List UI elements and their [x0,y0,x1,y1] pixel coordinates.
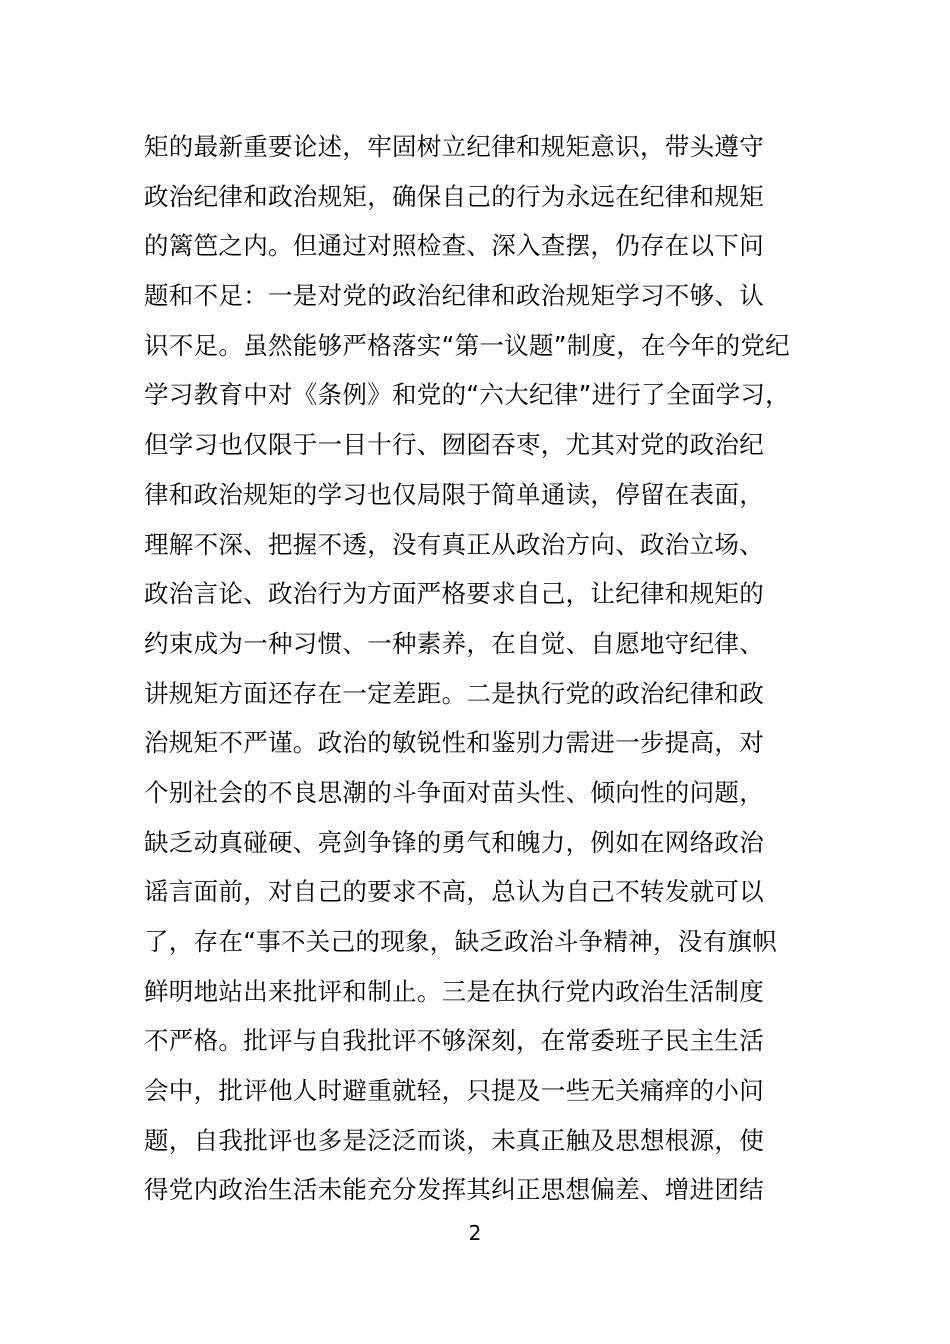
text-line: 谣言面前，对自己的要求不高，总认为自己不转发就可以 [144,877,764,907]
body-text [144,122,824,1215]
text-line: 治规矩不严谨。政治的敏锐性和鉴别力需进一步提高，对 [144,728,764,758]
text-line: 识不足。虽然能够严格落实“第一议题”制度，在今年的党纪 [144,330,790,360]
text-line: 题和不足：一是对党的政治纪律和政治规矩学习不够、认 [144,281,764,311]
text-line: 律和政治规矩的学习也仅局限于简单通读，停留在表面， [144,479,764,509]
text-line: 矩的最新重要论述，牢固树立纪律和规矩意识，带头遵守 [144,132,764,161]
text-line: 的篱笆之内。但通过对照检查、深入查摆，仍存在以下问 [144,231,764,261]
text-line: 会中，批评他人时避重就轻，只提及一些无关痛痒的小问 [144,1076,764,1106]
text-line: 缺乏动真碰硬、亮剑争锋的勇气和魄力，例如在网络政治 [144,827,764,857]
text-line: 了，存在“事不关己的现象，缺乏政治斗争精神，没有旗帜 [144,927,777,956]
text-line: 约束成为一种习惯、一种素养，在自觉、自愿地守纪律、 [144,628,764,658]
text-line: 政治纪律和政治规矩，确保自己的行为永远在纪律和规矩 [144,181,764,211]
text-line: 得党内政治生活未能充分发挥其纠正思想偏差、增进团结 [144,1175,764,1205]
text-line: 政治言论、政治行为方面严格要求自己，让纪律和规矩的 [144,579,764,609]
text-line: 但学习也仅限于一目十行、囫囵吞枣，尤其对党的政治纪 [144,430,764,460]
text-line: 题，自我批评也多是泛泛而谈，未真正触及思想根源，使 [144,1125,764,1155]
text-line: 学习教育中对《条例》和党的“六大纪律”进行了全面学习， [144,380,790,410]
text-line: 理解不深、把握不透，没有真正从政治方向、政治立场、 [144,529,764,559]
text-line: 个别社会的不良思潮的斗争面对苗头性、倾向性的问题， [144,777,764,807]
text-line: 鲜明地站出来批评和制止。三是在执行党内政治生活制度 [144,976,764,1006]
text-line: 不严格。批评与自我批评不够深刻，在常委班子民主生活 [144,1026,764,1056]
page-number: 2 [468,1221,482,1245]
text-line: 讲规矩方面还存在一定差距。二是执行党的政治纪律和政 [144,678,764,708]
